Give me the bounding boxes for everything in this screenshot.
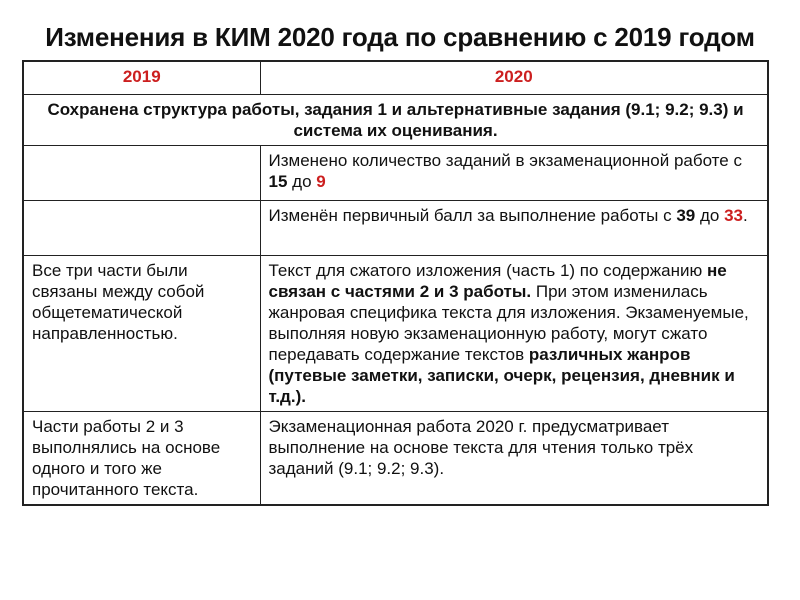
header-2020: 2020 (260, 61, 768, 95)
merged-cell: Сохранена структура работы, задания 1 и альтернативные задания (9.1; 9.2; 9.3) и система их оценивания. (23, 95, 768, 146)
tasks-2020-cell (260, 146, 768, 201)
tasks-from-value: 15 (268, 172, 288, 191)
text-part2: При этом изменилась жанровая специфика текста для изложения. Экзаменуемые, выполняя новую экзаменационную работу, могут сжато передавать содержание текстов (268, 282, 749, 364)
tasks-connector: до (287, 172, 317, 191)
table-row-reading (23, 412, 768, 506)
comparison-table (22, 60, 769, 506)
score-2020-cell (260, 201, 768, 256)
table-row-tasks (23, 146, 768, 201)
reading-2020-cell: Экзаменационная работа 2020 г. предусматривает выполнение на основе текста для чтения только трёх заданий (9.1; 9.2; 9.3). (260, 412, 768, 506)
tasks-to-value: 9 (316, 172, 326, 191)
table-header-row (23, 61, 768, 95)
reading-2019-cell: Части работы 2 и 3 выполнялись на основе одного и того же прочитанного текста. (23, 412, 260, 506)
text-bold2: различных жанров (путевые заметки, записки, очерк, рецензия, дневник и т.д.). (268, 345, 735, 406)
score-2019-cell (23, 201, 260, 256)
tasks-2019-cell (23, 146, 260, 201)
header-2019: 2019 (23, 61, 260, 95)
text-2019-cell: Все три части были связаны между собой общетематической направленностью. (23, 256, 260, 412)
page-title: Изменения в КИМ 2020 года по сравнению с 2019 годом (45, 22, 755, 52)
text-part1: Текст для сжатого изложения (часть 1) по содержанию (268, 261, 707, 280)
score-from-value: 39 (676, 206, 696, 225)
score-text: Изменён первичный балл за выполнение работы с (268, 206, 677, 225)
table-row-merged (23, 95, 768, 146)
table-row-text (23, 256, 768, 412)
text-bold1: не связан с частями 2 и 3 работы. (268, 261, 727, 301)
text-2020-cell (260, 256, 768, 412)
table-row-score (23, 201, 768, 256)
tasks-text: Изменено количество заданий в экзаменационной работе с (268, 151, 742, 170)
score-end: . (742, 206, 748, 225)
score-connector: до (695, 206, 725, 225)
score-to-value: 33 (724, 206, 743, 225)
